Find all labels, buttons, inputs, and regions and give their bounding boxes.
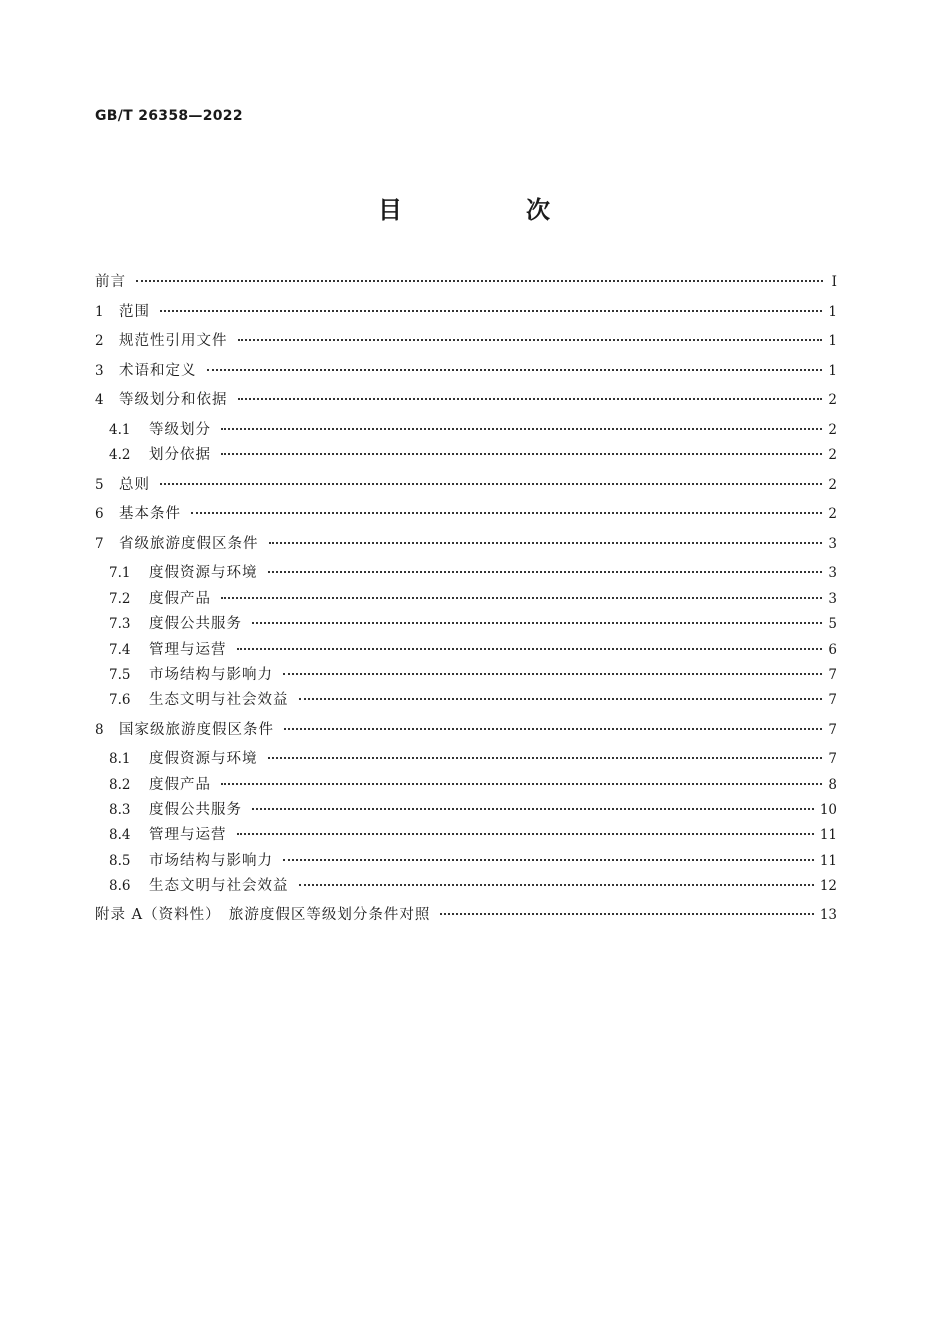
toc-entry[interactable] xyxy=(109,420,837,440)
toc-entry[interactable] xyxy=(95,905,837,925)
dot-leader xyxy=(269,542,823,544)
toc-entry-title: 划分依据 xyxy=(149,447,211,463)
toc-entry-number: 5 xyxy=(95,477,104,493)
toc-entry[interactable] xyxy=(95,720,837,740)
toc-entry[interactable] xyxy=(109,876,837,896)
toc-entry-page: 11 xyxy=(819,827,837,843)
toc-entry-page: 3 xyxy=(828,591,837,607)
toc-entry-page: 12 xyxy=(819,878,837,894)
toc-entry-number: 7 xyxy=(95,536,104,552)
toc-entry-number: 2 xyxy=(95,333,104,349)
toc-entry-page: 7 xyxy=(828,667,837,683)
dot-leader xyxy=(160,483,822,485)
toc-entry-page: 7 xyxy=(828,722,837,738)
dot-leader xyxy=(221,428,822,430)
toc-entry-number: 4.2 xyxy=(109,447,131,463)
toc-entry-title: 度假公共服务 xyxy=(149,802,242,818)
toc-entry[interactable] xyxy=(109,775,837,795)
toc-entry-number: 7.2 xyxy=(109,591,131,607)
toc-entry-page: 2 xyxy=(828,422,837,438)
dot-leader xyxy=(299,884,814,886)
toc-entry[interactable] xyxy=(109,851,837,871)
toc-entry-title: 总则 xyxy=(119,477,150,493)
toc-entry-title: 度假公共服务 xyxy=(149,616,242,632)
toc-entry-page: 11 xyxy=(819,853,837,869)
toc-entry[interactable] xyxy=(109,563,837,583)
toc-entry-number: 7.3 xyxy=(109,616,131,632)
toc-entry-title: 等级划分 xyxy=(149,422,211,438)
dot-leader xyxy=(238,339,823,341)
toc-entry[interactable] xyxy=(109,825,837,845)
dot-leader xyxy=(268,571,823,573)
toc-entry-number: 8.4 xyxy=(109,827,131,843)
toc-entry-number: 7.6 xyxy=(109,692,131,708)
toc-entry-number: 8.2 xyxy=(109,777,131,793)
dot-leader xyxy=(221,597,822,599)
toc-entry-number: 8.1 xyxy=(109,751,131,767)
dot-leader xyxy=(160,310,822,312)
dot-leader xyxy=(252,808,814,810)
toc-entry-number: 8.6 xyxy=(109,878,131,894)
toc-entry[interactable] xyxy=(95,534,837,554)
toc-entry-title: 等级划分和依据 xyxy=(119,392,228,408)
toc-entry-page: 7 xyxy=(828,751,837,767)
toc-entry[interactable] xyxy=(95,302,837,322)
dot-leader xyxy=(191,512,822,514)
toc-entry[interactable] xyxy=(109,665,837,685)
toc-entry-title: 度假资源与环境 xyxy=(149,751,258,767)
dot-leader xyxy=(237,833,814,835)
toc-entry-page: 8 xyxy=(828,777,837,793)
toc-entry-title: 度假资源与环境 xyxy=(149,565,258,581)
dot-leader xyxy=(207,369,823,371)
toc-title: 目 次 xyxy=(378,196,600,224)
toc-entry[interactable] xyxy=(109,589,837,609)
toc-entry[interactable] xyxy=(95,504,837,524)
toc-entry-number: 6 xyxy=(95,506,104,522)
dot-leader xyxy=(237,648,823,650)
toc-entry[interactable] xyxy=(95,361,837,381)
toc-entry-page: 2 xyxy=(828,447,837,463)
toc-entry-title: 附录 A（资料性） 旅游度假区等级划分条件对照 xyxy=(95,907,431,923)
toc-entry-title: 生态文明与社会效益 xyxy=(149,878,289,894)
toc-entry-title: 管理与运营 xyxy=(149,827,227,843)
toc-entry-number: 8 xyxy=(95,722,104,738)
toc-entry-page: 13 xyxy=(819,907,837,923)
toc-entry[interactable] xyxy=(95,272,837,292)
dot-leader xyxy=(221,453,822,455)
toc-entry-title: 度假产品 xyxy=(149,777,211,793)
toc-entry-title: 省级旅游度假区条件 xyxy=(119,536,259,552)
toc-entry-number: 4 xyxy=(95,392,104,408)
toc-entry-page: 3 xyxy=(828,536,837,552)
toc-entry-number: 3 xyxy=(95,363,104,379)
toc-entry-page: 3 xyxy=(828,565,837,581)
toc-entry-page: Ⅰ xyxy=(831,274,837,290)
toc-entry-page: 10 xyxy=(819,802,837,818)
toc-entry-title: 规范性引用文件 xyxy=(119,333,228,349)
toc-entry-number: 8.5 xyxy=(109,853,131,869)
toc-entry-number: 7.4 xyxy=(109,642,131,658)
toc-entry[interactable] xyxy=(95,390,837,410)
toc-entry-page: 2 xyxy=(828,506,837,522)
toc-entry[interactable] xyxy=(95,331,837,351)
dot-leader xyxy=(136,280,823,282)
toc-entry-title: 市场结构与影响力 xyxy=(149,853,273,869)
dot-leader xyxy=(283,673,822,675)
dot-leader xyxy=(221,783,822,785)
toc-entry-title: 度假产品 xyxy=(149,591,211,607)
toc-entry-page: 1 xyxy=(828,333,837,349)
toc-entry-title: 管理与运营 xyxy=(149,642,227,658)
toc-entry-title: 基本条件 xyxy=(119,506,181,522)
dot-leader xyxy=(238,398,823,400)
dot-leader xyxy=(299,698,823,700)
dot-leader xyxy=(283,859,814,861)
toc-entry-number: 7.1 xyxy=(109,565,131,581)
toc-entry[interactable] xyxy=(109,800,837,820)
toc-entry-title: 市场结构与影响力 xyxy=(149,667,273,683)
toc-entry-page: 1 xyxy=(828,304,837,320)
toc-entry-title: 术语和定义 xyxy=(119,363,197,379)
toc-entry-page: 2 xyxy=(828,477,837,493)
toc-entry-number: 7.5 xyxy=(109,667,131,683)
toc-entry-number: 1 xyxy=(95,304,104,320)
toc-entry-page: 2 xyxy=(828,392,837,408)
toc-entry-page: 5 xyxy=(828,616,837,632)
toc-entry[interactable] xyxy=(109,749,837,769)
toc-entry-page: 6 xyxy=(828,642,837,658)
toc-entry-page: 1 xyxy=(828,363,837,379)
toc-entry-number: 8.3 xyxy=(109,802,131,818)
toc-entry-number: 4.1 xyxy=(109,422,131,438)
dot-leader xyxy=(252,622,822,624)
toc-entry-title: 生态文明与社会效益 xyxy=(149,692,289,708)
dot-leader xyxy=(284,728,822,730)
toc-entry[interactable] xyxy=(109,445,837,465)
toc-entry[interactable] xyxy=(109,614,837,634)
toc-entry-title: 前言 xyxy=(95,274,126,290)
toc-entry[interactable] xyxy=(109,690,837,710)
dot-leader xyxy=(268,757,823,759)
toc-entry-title: 范围 xyxy=(119,304,150,320)
standard-code: GB/T 26358—2022 xyxy=(95,108,243,124)
toc-entry[interactable] xyxy=(95,475,837,495)
toc-entry-page: 7 xyxy=(828,692,837,708)
toc-entry-title: 国家级旅游度假区条件 xyxy=(119,722,274,738)
toc-entry[interactable] xyxy=(109,640,837,660)
dot-leader xyxy=(440,913,813,915)
